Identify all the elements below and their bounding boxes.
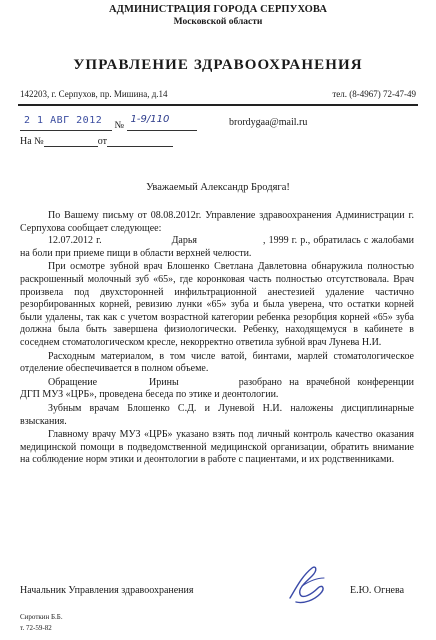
executor-phone: т. 72-59-82 [20,624,52,632]
paragraph-3: При осмотре зубной врач Блошенко Светлана Давлетовна обнаружила полностью раскрошенный молочный зуб «65», где коронковая часть полностью отсутствовала. Врач произвела под двухсторонней инфильтрационной анестезией удаление частично резорбированных корней, ревизию лунки «65» зуба и была уверена, что остатки корней были удалены, так как с учетом возрастной категории ребенка резорбция корней «65» зуба должна была быть завершена физиологически. Ребенку, находящемуся в кабинете в соседнем стоматологическом кресле, некорректно ответила зубной врач Лунева Н.И. [20,261,414,348]
paragraph-5-rest: разобрано на врачебной конференции ДГП МУЗ «ЦРБ», проведена беседа по этике и деонтологии. [20,376,414,401]
reply-reference-line [20,134,173,147]
signatory-role: Начальник Управления здравоохранения [20,585,194,596]
org-name: АДМИНИСТРАЦИЯ ГОРОДА СЕРПУХОВА [108,4,328,15]
visit-date: 12.07.2012 г. [48,235,102,247]
org-address: 142203, г. Серпухов, пр. Мишина, д.14 [20,89,168,99]
appeal-word: Обращение [48,376,98,388]
patient-name: Дарья [171,235,197,247]
reply-date-field [107,134,173,147]
date-stamp: 2 1 АВГ 2012 [24,115,103,126]
number-label: № [114,120,125,131]
paragraph-1: По Вашему письму от 08.08.2012г. Управление здравоохранения Администрации г. Серпухова сообщает следующее: [20,210,414,234]
reply-number-label: На № [20,136,44,147]
handwritten-signature [282,558,332,608]
reply-date-label: от [97,136,107,147]
registration-line [20,114,197,131]
paragraph-7: Главному врачу МУЗ «ЦРБ» указано взять под личный контроль качество оказания медицинской помощи в подведомственной медицинской организации, обратить внимание на соблюдение норм этики и деонтологии в работе с пациентами, и их родственниками. [20,429,414,466]
greeting: Уважаемый Александр Бродяга! [146,182,290,193]
handwritten-number: 1-9/110 [130,114,170,125]
paragraph-6: Зубным врачам Блошенко С.Д. и Луневой Н.И. наложены дисциплинарные взыскания. [20,402,414,427]
header-rule [18,104,418,106]
paragraph-2-rest: , 1999 г. р., обратилась с жалобами на боли при приеме пищи в области верхней челюсти. [20,235,414,259]
reply-number-field [44,134,98,147]
paragraph-2 [20,235,414,260]
paragraph-4: Расходным материалом, в том числе ватой, бинтами, марлей стоматологическое отделение обеспечивается в полном объеме. [20,350,414,375]
org-region: Московской области [173,17,263,27]
applicant-name: Ирины [149,376,179,388]
date-field [20,115,112,131]
executor-name: Сироткин Б.Б. [20,613,63,621]
signatory-name: Е.Ю. Огнева [350,585,405,596]
org-phone: тел. (8-4967) 72-47-49 [332,89,416,99]
email: brordygaa@mail.ru [229,117,308,128]
letter-body [20,210,414,467]
number-field [127,114,197,131]
department-title: УПРАВЛЕНИЕ ЗДРАВООХРАНЕНИЯ [73,57,363,73]
paragraph-5 [20,377,414,402]
